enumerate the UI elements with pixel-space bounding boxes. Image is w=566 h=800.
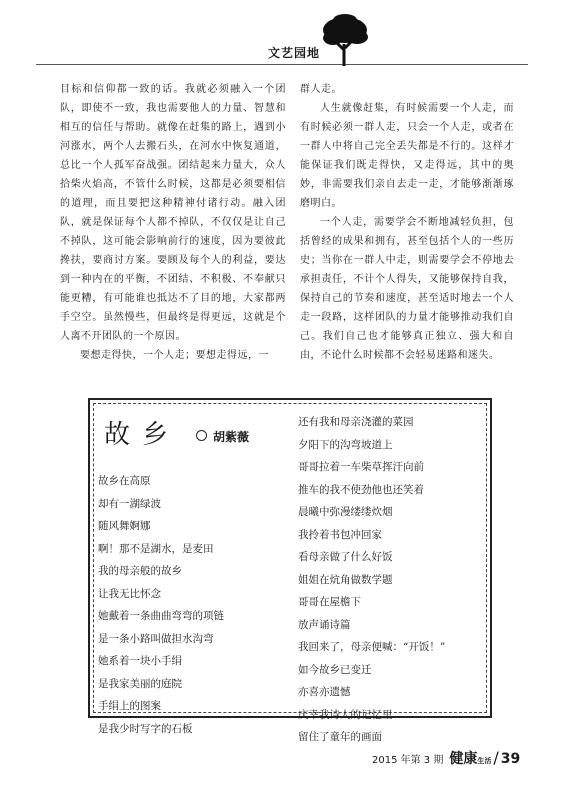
poem-line: 让我无比怀念 (98, 587, 161, 600)
poem-line: 推车的我不使劲他也还笑着 (298, 483, 424, 496)
poem-line: 我的母亲般的故乡 (98, 565, 182, 577)
article-paragraph: 要想走得快，一个人走；要想走得远，一 (80, 350, 269, 361)
poem-line: 姐姐在炕角做数学题 (298, 573, 393, 586)
poem-line: 夕阳下的沟弯坡道上 (298, 438, 393, 451)
poem-line: 是一条小路叫做担水沟弯 (98, 632, 214, 645)
poem-line: 随风舞婀娜 (98, 520, 151, 532)
issue-label: 2015 年第 3 期 (372, 755, 444, 766)
poem-author: 胡紫薇 (213, 430, 250, 444)
poem-line: 她戴着一条曲曲弯弯的项链 (98, 610, 224, 622)
poem-line: 看母亲做了什么好饭 (298, 551, 393, 563)
poem-line: 哥哥拉着一车柴草挥汗向前 (298, 461, 424, 473)
poem-heading (104, 414, 249, 451)
poem-title: 故乡 (104, 420, 181, 450)
header-rule (36, 64, 528, 65)
poem-line: 我回来了，母亲便喊：“开饭！” (298, 641, 446, 653)
poem-line: 故乡在高原 (98, 475, 151, 487)
poem-line: 如今故乡已变迁 (298, 663, 372, 676)
magazine-brand: 健康 (449, 751, 478, 767)
article-right-column (300, 80, 514, 365)
footer-slash: / (493, 748, 499, 767)
poem-right-column (298, 411, 478, 749)
poem-line: 是我家美丽的庭院 (98, 677, 182, 690)
page-number: 39 (500, 751, 521, 767)
poem-line: 是我少时写字的石板 (98, 722, 193, 735)
article-paragraph: 群人走。 (300, 84, 342, 95)
poem-line: 却有一湖绿波 (98, 497, 161, 510)
article-paragraph: 目标和信仰都一致的话。我就必须融入一个团队，即使不一致，我也需要他人的力量、智慧和相互的信任与帮助。就像在赶集的路上，遇到小河涨水，两个人去搬石头，在河水中恢复通道，总比一个人孤军奋战强。团结起来力量大，众人拾柴火焰高，不管什么时候，这都是必须要相信的道理，而且要把这种精神付诸行动。融入团队，就是保证每个人都不掉队，不仅仅是让自己不掉队，这可能会影响前行的速度，因为要彼此搀扶，要商讨方案。要顾及每个人的利益，要达到一种内在的平衡，不团结、不积极、不奉献只能更糟，有可能谁也抵达不了目的地，大家都两手空空。虽然慢些，但最终是得更远，这就是个人离不开团队的一个原因。 (60, 84, 286, 342)
poem-line: 我拎着书包冲回家 (298, 528, 382, 541)
article-paragraph: 人生就像赶集，有时候需要一个人走，而有时候必须一群人走，只会一个人走，或者在一群人中将自己完全丢失都是不行的。这样才能保证我们既走得快，又走得远，其中的奥妙，非需要我们亲自去走一走，才能够渐渐琢磨明白。 (300, 103, 514, 209)
poem-left-column (98, 470, 288, 740)
magazine-brand-small: 生活 (477, 757, 492, 765)
tree-icon (320, 14, 370, 66)
page-footer (372, 748, 520, 768)
poem-line: 还有我和母亲浇灌的菜园 (298, 416, 414, 428)
article-left-column (60, 80, 286, 365)
poem-line: 亦喜亦遗憾 (298, 686, 351, 698)
poem-line: 啊！那不是湖水，是麦田 (98, 542, 214, 555)
circle-icon (196, 430, 207, 441)
poem-line: 哥哥在屋檐下 (298, 596, 361, 608)
article-paragraph: 一个人走，需要学会不断地减轻负担，包括曾经的成果和拥有，甚至包括个人的一些历史；当你在一群人中走，则需要学会不停地去承担责任，不计个人得失，又能够保持自我，保持自己的节奏和速度，甚至适时地去一个人走一段路，这样团队的力量才能够推动我们自己。我们自己也才能够真正独立、强大和自由，不论什么时候都不会轻易迷路和迷失。 (300, 217, 514, 361)
poem-line: 她系着一块小手绢 (98, 655, 182, 667)
poem-line: 留住了童年的画面 (298, 731, 382, 743)
poem-line: 晨曦中弥漫缕缕炊烟 (298, 506, 393, 518)
poem-line: 放声诵诗篇 (298, 618, 351, 631)
poem-line: 手绢上的图案 (98, 700, 161, 712)
poem-line: 庆幸我诗人的记忆里 (298, 708, 393, 721)
column-name: 文艺园地 (268, 46, 321, 60)
